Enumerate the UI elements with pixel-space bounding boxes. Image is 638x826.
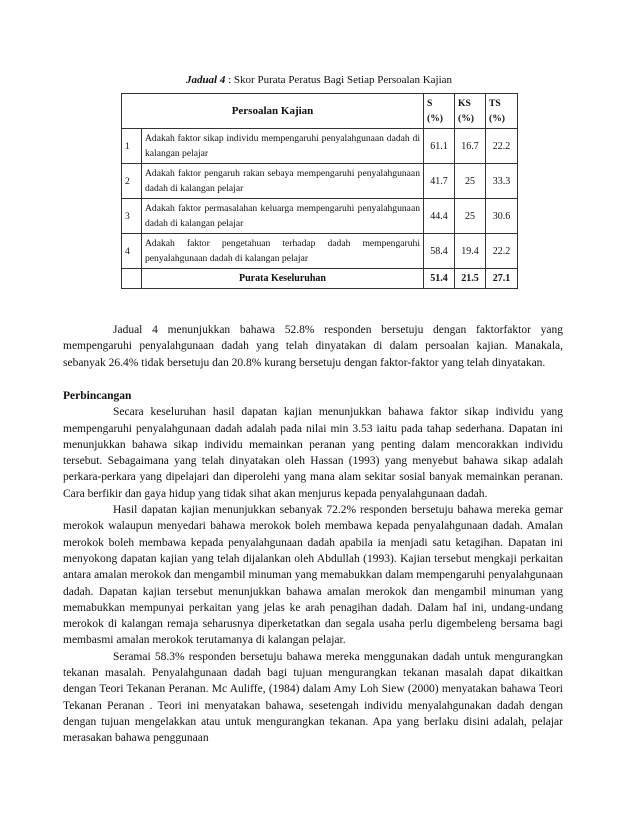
table-caption [0, 74, 638, 86]
row-number: 4 [122, 234, 142, 269]
paragraph-2: Secara keseluruhan hasil dapatan kajian menunjukkan bahawa faktor sikap individu yang mempengaruhi penyalahgunaan dadah adalah pada nilai min 3.53 iaitu pada tahap sederhana. Dapatan ini menunjukkan bahawa sikap individu memainkan peranan yang penting dalam mencorakkan individu tersebut. Sebagaimana yang telah dinyatakan oleh Hassan (1993) yang menyebut bahawa sikap adalah perkara-perkara yang dipelajari dan diperolehi yang mana alam sekitar sosial banyak memainkan peranan. Cara berfikir dan gaya hidup yang tidak sihat akan menjurus kepada penyalahgunaan dadah. [63, 406, 563, 500]
row-question: Adakah faktor pengaruh rakan sebaya mempengaruhi penyalahgunaan dadah di kalangan pelajar [142, 164, 424, 199]
header-question: Persoalan Kajian [122, 94, 424, 129]
table-row [122, 164, 518, 199]
table-row [122, 234, 518, 269]
row-ts-value: 30.6 [486, 199, 518, 234]
row-number: 3 [122, 199, 142, 234]
header-ts-unit: (%) [489, 113, 505, 124]
row-ks-value: 25 [455, 199, 486, 234]
row-s-value: 44.4 [424, 199, 455, 234]
row-question: Adakah faktor permasalahan keluarga mempengaruhi penyalahgunaan dadah di kalangan pelajar [142, 199, 424, 234]
discussion-section [63, 388, 563, 747]
table-total-row [122, 269, 518, 289]
paragraph-table-summary [63, 322, 563, 371]
total-s-value: 51.4 [424, 269, 455, 289]
section-heading: Perbincangan [63, 390, 132, 402]
total-ts-value: 27.1 [486, 269, 518, 289]
total-label: Purata Keseluruhan [142, 269, 424, 289]
paragraph-4: Seramai 58.3% responden bersetuju bahawa mereka menggunakan dadah untuk mengurangkan tekanan masalah. Penyalahgunaan dadah bagi tujuan mengurangkan tekanan masalah dapat dikaitkan dengan Teori Tekanan Peranan. Mc Auliffe, (1984) dalam Amy Loh Siew (2000) menyatakan bahawa Teori Tekanan Peranan . Teori ini menyatakan bahawa, sesetengah individu menyalahgunakan dadah dengan dengan tujuan mengelakkan atau untuk mengurangkan tekanan. Apa yang berlaku disini adalah, pelajar merasakan bahawa penggunaan [63, 650, 563, 745]
row-ts-value: 22.2 [486, 234, 518, 269]
header-ks-unit: (%) [458, 113, 474, 124]
header-ks-label: KS [458, 98, 471, 109]
row-ks-value: 16.7 [455, 129, 486, 164]
header-ts-label: TS [489, 98, 501, 109]
header-s-unit: (%) [427, 113, 443, 124]
row-question: Adakah faktor sikap individu mempengaruhi penyalahgunaan dadah di kalangan pelajar [142, 129, 424, 164]
row-s-value: 61.1 [424, 129, 455, 164]
header-ts [486, 94, 518, 129]
row-s-value: 41.7 [424, 164, 455, 199]
results-table [121, 93, 518, 289]
paragraph-1: Jadual 4 menunjukkan bahawa 52.8% responden bersetuju dengan faktorfaktor yang mempengaruhi penyalahgunaan dadah yang telah dinyatakan di dalam persoalan kajian. Manakala, sebanyak 26.4% tidak bersetuju dan 20.8% kurang bersetuju dengan faktor-faktor yang telah dinyatakan. [63, 324, 563, 369]
row-ts-value: 22.2 [486, 129, 518, 164]
table-row [122, 129, 518, 164]
caption-text: : Skor Purata Peratus Bagi Setiap Persoalan Kajian [225, 74, 453, 86]
table-header-row [122, 94, 518, 129]
row-number: 1 [122, 129, 142, 164]
row-number: 2 [122, 164, 142, 199]
results-table-wrapper [121, 93, 517, 289]
total-number-cell [122, 269, 142, 289]
row-ks-value: 19.4 [455, 234, 486, 269]
total-ks-value: 21.5 [455, 269, 486, 289]
row-question: Adakah faktor pengetahuan terhadap dadah mempengaruhi penyalahgunaan dadah di kalangan pelajar [142, 234, 424, 269]
header-ks [455, 94, 486, 129]
header-s-label: S [427, 98, 433, 109]
row-ks-value: 25 [455, 164, 486, 199]
header-s [424, 94, 455, 129]
row-ts-value: 33.3 [486, 164, 518, 199]
table-row [122, 199, 518, 234]
row-s-value: 58.4 [424, 234, 455, 269]
paragraph-3: Hasil dapatan kajian menunjukkan sebanyak 72.2% responden bersetuju bahawa mereka gemar merokok walaupun menyedari bahawa merokok boleh membawa kepada penyalahgunaan dadah. Amalan merokok boleh membawa kepada penyalahgunaan dadah apabila ia menjadi satu ketagihan. Dapatan ini menyokong dapatan kajian yang telah dijalankan oleh Abdullah (1993). Kajian tersebut mengkaji perkaitan antara amalan merokok dan mengambil minuman yang memabukkan dalam mempengaruhi penyalahgunaan dadah. Dapatan kajian tersebut menunjukkan bahawa amalan merokok dan mengambil minuman yang memabukkan mempunyai perkaitan yang jelas ke arah penagihan dadah. Dalam hal ini, undang-undang merokok di kalangan remaja seharusnya diperketatkan dan segala usaha perlu digembeleng bersama bagi membasmi amalan merokok terutamanya di kalangan pelajar. [63, 504, 563, 647]
caption-label: Jadual 4 [185, 74, 226, 86]
